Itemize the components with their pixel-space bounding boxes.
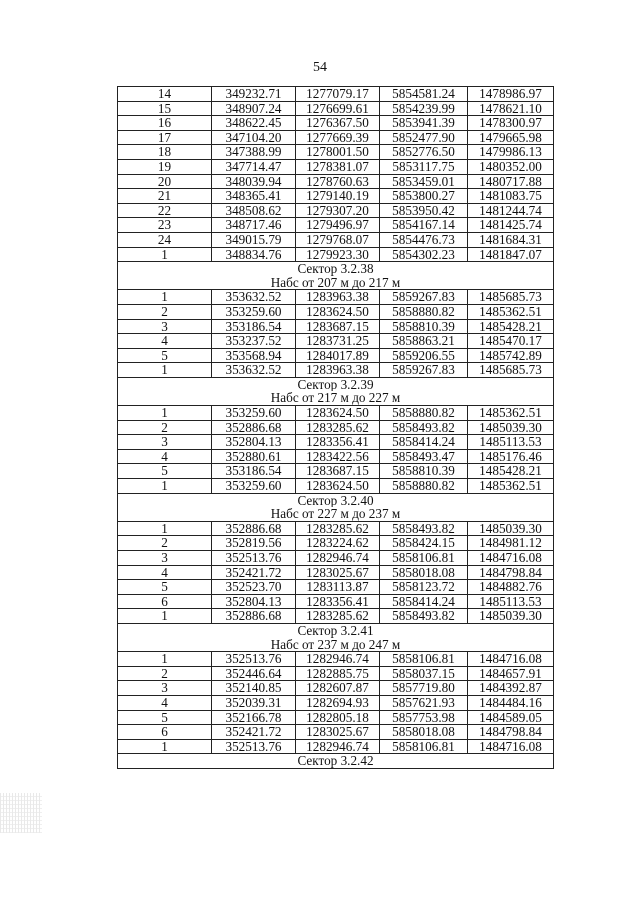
- coordinate-cell: 1283285.62: [296, 609, 380, 624]
- table-row: [118, 247, 554, 262]
- coordinate-cell: 5858880.82: [380, 304, 468, 319]
- coordinate-cell: 347388.99: [212, 145, 296, 160]
- table-row: [118, 739, 554, 754]
- table-row: [118, 710, 554, 725]
- table-row: [118, 363, 554, 378]
- coordinate-cell: 1283285.62: [296, 420, 380, 435]
- point-number-cell: 24: [118, 232, 212, 247]
- table-row: [118, 218, 554, 233]
- coordinate-cell: 1283025.67: [296, 565, 380, 580]
- coordinate-cell: 5858880.82: [380, 406, 468, 421]
- table-row: [118, 565, 554, 580]
- coordinate-cell: 5858106.81: [380, 652, 468, 667]
- table-row: [118, 304, 554, 319]
- point-number-cell: 2: [118, 420, 212, 435]
- coordinate-cell: 1283356.41: [296, 435, 380, 450]
- coordinate-cell: 353568.94: [212, 348, 296, 363]
- coordinate-cell: 5852776.50: [380, 145, 468, 160]
- sector-title: Сектор 3.2.39: [118, 377, 554, 391]
- coordinate-cell: 348365.41: [212, 189, 296, 204]
- coordinate-cell: 1481425.74: [468, 218, 554, 233]
- coordinate-cell: 1283025.67: [296, 725, 380, 740]
- sector-height-range: Набс от 227 м до 237 м: [118, 507, 554, 521]
- coordinate-cell: 1484716.08: [468, 739, 554, 754]
- coordinate-cell: 352513.76: [212, 739, 296, 754]
- table-row: [118, 290, 554, 305]
- coordinate-cell: 352886.68: [212, 521, 296, 536]
- coordinate-cell: 1485428.21: [468, 464, 554, 479]
- coordinate-cell: 1283285.62: [296, 521, 380, 536]
- table-row: [118, 666, 554, 681]
- table-row: [118, 189, 554, 204]
- coordinate-cell: 353259.60: [212, 304, 296, 319]
- coordinate-cell: 1283624.50: [296, 479, 380, 494]
- coordinate-cell: 5854239.99: [380, 101, 468, 116]
- point-number-cell: 6: [118, 725, 212, 740]
- coordinate-cell: 1484589.05: [468, 710, 554, 725]
- coordinate-cell: 1485470.17: [468, 334, 554, 349]
- coordinate-cell: 1481684.31: [468, 232, 554, 247]
- coordinate-cell: 353259.60: [212, 479, 296, 494]
- coordinate-cell: 5854302.23: [380, 247, 468, 262]
- point-number-cell: 2: [118, 536, 212, 551]
- table-row: [118, 521, 554, 536]
- coordinate-cell: 352804.13: [212, 594, 296, 609]
- coordinate-cell: 5853950.42: [380, 203, 468, 218]
- coordinate-cell: 1481083.75: [468, 189, 554, 204]
- point-number-cell: 23: [118, 218, 212, 233]
- table-row: [118, 159, 554, 174]
- sector-range-row: [118, 276, 554, 290]
- coordinate-cell: 352166.78: [212, 710, 296, 725]
- coordinate-cell: 5858810.39: [380, 464, 468, 479]
- table-row: [118, 334, 554, 349]
- coordinate-cell: 5853941.39: [380, 116, 468, 131]
- coordinate-cell: 349232.71: [212, 87, 296, 102]
- sector-range-row: [118, 507, 554, 521]
- coordinate-cell: 1278760.63: [296, 174, 380, 189]
- coordinate-cell: 1484798.84: [468, 565, 554, 580]
- coordinate-cell: 1277079.17: [296, 87, 380, 102]
- coordinate-cell: 1282946.74: [296, 739, 380, 754]
- point-number-cell: 1: [118, 290, 212, 305]
- coordinate-cell: 353632.52: [212, 290, 296, 305]
- coordinate-cell: 1484392.87: [468, 681, 554, 696]
- table-row: [118, 130, 554, 145]
- coordinate-cell: 5858880.82: [380, 479, 468, 494]
- coordinate-cell: 1478621.10: [468, 101, 554, 116]
- point-number-cell: 21: [118, 189, 212, 204]
- table-row: [118, 232, 554, 247]
- table-row: [118, 174, 554, 189]
- coordinate-cell: 1279140.19: [296, 189, 380, 204]
- coordinate-cell: 5858424.15: [380, 536, 468, 551]
- coordinate-cell: 353186.54: [212, 464, 296, 479]
- coordinate-cell: 1485362.51: [468, 479, 554, 494]
- table-row: [118, 551, 554, 566]
- point-number-cell: 18: [118, 145, 212, 160]
- point-number-cell: 4: [118, 565, 212, 580]
- point-number-cell: 3: [118, 681, 212, 696]
- point-number-cell: 1: [118, 406, 212, 421]
- coordinate-cell: 352039.31: [212, 695, 296, 710]
- coordinate-cell: 1481244.74: [468, 203, 554, 218]
- table-row: [118, 348, 554, 363]
- coordinate-cell: 5859267.83: [380, 290, 468, 305]
- coordinate-cell: 1484716.08: [468, 652, 554, 667]
- table-row: [118, 449, 554, 464]
- coordinate-cell: 1282885.75: [296, 666, 380, 681]
- coordinate-cell: 353259.60: [212, 406, 296, 421]
- coordinate-cell: 1283624.50: [296, 304, 380, 319]
- point-number-cell: 4: [118, 695, 212, 710]
- sector-height-range: Набс от 237 м до 247 м: [118, 638, 554, 652]
- coordinate-cell: 352513.76: [212, 551, 296, 566]
- coordinate-cell: 1485685.73: [468, 363, 554, 378]
- coordinate-cell: 5853459.01: [380, 174, 468, 189]
- point-number-cell: 14: [118, 87, 212, 102]
- coordinate-cell: 1278001.50: [296, 145, 380, 160]
- table-row: [118, 580, 554, 595]
- point-number-cell: 17: [118, 130, 212, 145]
- coordinate-cell: 5858493.82: [380, 420, 468, 435]
- coordinate-cell: 352886.68: [212, 609, 296, 624]
- coordinate-cell: 1484657.91: [468, 666, 554, 681]
- coordinate-cell: 1478300.97: [468, 116, 554, 131]
- point-number-cell: 1: [118, 652, 212, 667]
- coordinate-cell: 348622.45: [212, 116, 296, 131]
- table-row: [118, 116, 554, 131]
- sector-title-row: [118, 377, 554, 391]
- sector-title-row: [118, 623, 554, 637]
- coordinate-cell: 1485362.51: [468, 406, 554, 421]
- table-row: [118, 464, 554, 479]
- point-number-cell: 1: [118, 739, 212, 754]
- coordinate-cell: 349015.79: [212, 232, 296, 247]
- point-number-cell: 3: [118, 319, 212, 334]
- coordinate-cell: 1283687.15: [296, 464, 380, 479]
- coordinate-cell: 1276367.50: [296, 116, 380, 131]
- coordinate-cell: 353237.52: [212, 334, 296, 349]
- sector-title: Сектор 3.2.41: [118, 623, 554, 637]
- coordinate-cell: 5858037.15: [380, 666, 468, 681]
- sector-range-row: [118, 391, 554, 405]
- table-row: [118, 420, 554, 435]
- coordinate-cell: 352421.72: [212, 725, 296, 740]
- coordinate-cell: 352880.61: [212, 449, 296, 464]
- coordinate-cell: 1484716.08: [468, 551, 554, 566]
- coordinate-cell: 5858493.47: [380, 449, 468, 464]
- coordinate-cell: 5858414.24: [380, 435, 468, 450]
- coordinate-cell: 1485113.53: [468, 594, 554, 609]
- table-row: [118, 695, 554, 710]
- table-row: [118, 652, 554, 667]
- coordinate-cell: 1484882.76: [468, 580, 554, 595]
- coordinate-cell: 348834.76: [212, 247, 296, 262]
- coordinate-cell: 5859206.55: [380, 348, 468, 363]
- coordinate-cell: 1282694.93: [296, 695, 380, 710]
- coordinate-cell: 1282607.87: [296, 681, 380, 696]
- coordinate-cell: 5858106.81: [380, 551, 468, 566]
- coordinate-cell: 348039.94: [212, 174, 296, 189]
- coordinate-cell: 352513.76: [212, 652, 296, 667]
- point-number-cell: 15: [118, 101, 212, 116]
- coordinate-cell: 5854167.14: [380, 218, 468, 233]
- table-row: [118, 725, 554, 740]
- coordinate-cell: 5858106.81: [380, 739, 468, 754]
- point-number-cell: 3: [118, 435, 212, 450]
- point-number-cell: 5: [118, 464, 212, 479]
- scan-noise: [0, 793, 42, 833]
- table-row: [118, 319, 554, 334]
- coordinate-cell: 1481847.07: [468, 247, 554, 262]
- point-number-cell: 16: [118, 116, 212, 131]
- point-number-cell: 1: [118, 363, 212, 378]
- sector-range-row: [118, 638, 554, 652]
- sector-title: Сектор 3.2.42: [118, 754, 554, 769]
- sector-height-range: Набс от 207 м до 217 м: [118, 276, 554, 290]
- coordinate-cell: 1279496.97: [296, 218, 380, 233]
- coordinate-cell: 5857621.93: [380, 695, 468, 710]
- coordinate-cell: 1485428.21: [468, 319, 554, 334]
- coordinate-cell: 1283422.56: [296, 449, 380, 464]
- point-number-cell: 19: [118, 159, 212, 174]
- table-row: [118, 536, 554, 551]
- coordinate-cell: 1283113.87: [296, 580, 380, 595]
- coordinate-cell: 348907.24: [212, 101, 296, 116]
- coordinate-cell: 5858414.24: [380, 594, 468, 609]
- table-row: [118, 203, 554, 218]
- coordinate-cell: 1276699.61: [296, 101, 380, 116]
- table-row: [118, 479, 554, 494]
- coordinates-table: [117, 86, 554, 769]
- coordinate-cell: 1279307.20: [296, 203, 380, 218]
- coordinate-cell: 352804.13: [212, 435, 296, 450]
- coordinate-cell: 1479665.98: [468, 130, 554, 145]
- coordinate-cell: 1283624.50: [296, 406, 380, 421]
- coordinate-cell: 1278381.07: [296, 159, 380, 174]
- coordinate-cell: 5854476.73: [380, 232, 468, 247]
- coordinate-cell: 5853800.27: [380, 189, 468, 204]
- table-row: [118, 609, 554, 624]
- coordinate-cell: 5857719.80: [380, 681, 468, 696]
- coordinate-cell: 1484981.12: [468, 536, 554, 551]
- coordinate-cell: 353632.52: [212, 363, 296, 378]
- table-row: [118, 594, 554, 609]
- coordinate-cell: 1484484.16: [468, 695, 554, 710]
- point-number-cell: 1: [118, 479, 212, 494]
- point-number-cell: 6: [118, 594, 212, 609]
- coordinate-cell: 1479986.13: [468, 145, 554, 160]
- point-number-cell: 1: [118, 609, 212, 624]
- coordinate-cell: 5858493.82: [380, 521, 468, 536]
- table-row: [118, 101, 554, 116]
- table-row: [118, 87, 554, 102]
- coordinate-cell: 347714.47: [212, 159, 296, 174]
- coordinate-cell: 1277669.39: [296, 130, 380, 145]
- coordinate-cell: 352523.70: [212, 580, 296, 595]
- coordinate-cell: 5858018.08: [380, 725, 468, 740]
- coordinate-cell: 1282805.18: [296, 710, 380, 725]
- coordinate-cell: 1480717.88: [468, 174, 554, 189]
- coordinate-cell: 352140.85: [212, 681, 296, 696]
- sector-title: Сектор 3.2.40: [118, 493, 554, 507]
- coordinate-cell: 1480352.00: [468, 159, 554, 174]
- table-row: [118, 406, 554, 421]
- coordinate-cell: 1283356.41: [296, 594, 380, 609]
- coordinate-cell: 352421.72: [212, 565, 296, 580]
- sector-title-row: [118, 493, 554, 507]
- point-number-cell: 3: [118, 551, 212, 566]
- point-number-cell: 2: [118, 666, 212, 681]
- coordinate-cell: 5858123.72: [380, 580, 468, 595]
- coordinate-cell: 348717.46: [212, 218, 296, 233]
- point-number-cell: 22: [118, 203, 212, 218]
- coordinate-cell: 1283963.38: [296, 290, 380, 305]
- point-number-cell: 4: [118, 449, 212, 464]
- coordinate-cell: 5854581.24: [380, 87, 468, 102]
- coordinate-cell: 1485113.53: [468, 435, 554, 450]
- coordinate-cell: 353186.54: [212, 319, 296, 334]
- point-number-cell: 2: [118, 304, 212, 319]
- coordinate-cell: 1283687.15: [296, 319, 380, 334]
- coordinate-cell: 5858018.08: [380, 565, 468, 580]
- coordinate-cell: 1485176.46: [468, 449, 554, 464]
- coordinate-cell: 1282946.74: [296, 652, 380, 667]
- coordinate-cell: 1283731.25: [296, 334, 380, 349]
- coordinate-cell: 1283224.62: [296, 536, 380, 551]
- point-number-cell: 1: [118, 521, 212, 536]
- table-row: [118, 681, 554, 696]
- coordinate-cell: 1283963.38: [296, 363, 380, 378]
- point-number-cell: 5: [118, 580, 212, 595]
- coordinate-cell: 1485362.51: [468, 304, 554, 319]
- coordinate-cell: 1484798.84: [468, 725, 554, 740]
- coordinate-cell: 5858810.39: [380, 319, 468, 334]
- coordinate-cell: 1279768.07: [296, 232, 380, 247]
- point-number-cell: 5: [118, 710, 212, 725]
- coordinates-table-body: [118, 87, 554, 769]
- coordinate-cell: 5857753.98: [380, 710, 468, 725]
- sector-title-row: [118, 754, 554, 769]
- point-number-cell: 20: [118, 174, 212, 189]
- coordinate-cell: 1478986.97: [468, 87, 554, 102]
- coordinate-cell: 348508.62: [212, 203, 296, 218]
- coordinate-cell: 1485039.30: [468, 521, 554, 536]
- point-number-cell: 5: [118, 348, 212, 363]
- coordinate-cell: 1485742.89: [468, 348, 554, 363]
- table-row: [118, 145, 554, 160]
- coordinate-cell: 352446.64: [212, 666, 296, 681]
- page-number: 54: [313, 60, 327, 75]
- coordinate-cell: 5858863.21: [380, 334, 468, 349]
- coordinate-cell: 1284017.89: [296, 348, 380, 363]
- coordinate-cell: 347104.20: [212, 130, 296, 145]
- coordinate-cell: 352886.68: [212, 420, 296, 435]
- coordinate-cell: 352819.56: [212, 536, 296, 551]
- coordinate-cell: 5859267.83: [380, 363, 468, 378]
- table-row: [118, 435, 554, 450]
- coordinate-cell: 5858493.82: [380, 609, 468, 624]
- point-number-cell: 4: [118, 334, 212, 349]
- point-number-cell: 1: [118, 247, 212, 262]
- sector-height-range: Набс от 217 м до 227 м: [118, 391, 554, 405]
- sector-title: Сектор 3.2.38: [118, 262, 554, 276]
- coordinate-cell: 1485685.73: [468, 290, 554, 305]
- coordinate-cell: 1485039.30: [468, 420, 554, 435]
- coordinate-cell: 1279923.30: [296, 247, 380, 262]
- coordinate-cell: 5853117.75: [380, 159, 468, 174]
- coordinate-cell: 5852477.90: [380, 130, 468, 145]
- sector-title-row: [118, 262, 554, 276]
- coordinate-cell: 1485039.30: [468, 609, 554, 624]
- coordinate-cell: 1282946.74: [296, 551, 380, 566]
